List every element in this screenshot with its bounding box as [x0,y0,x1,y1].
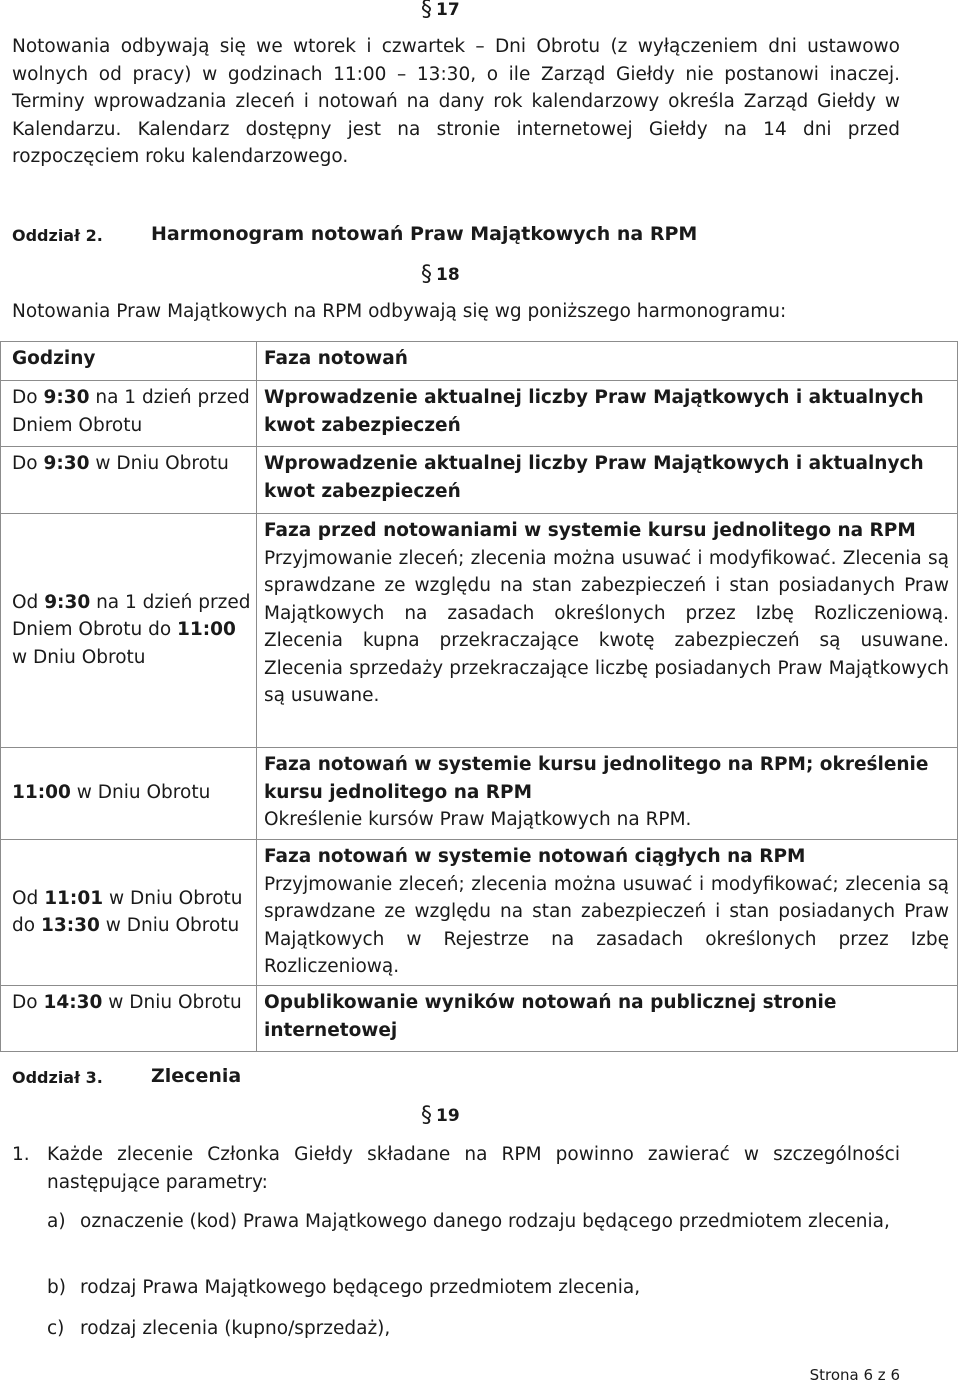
phase-title: Faza przed notowaniami w systemie kursu jednolitego na RPM [264,520,916,541]
list-item-text: rodzaj Prawa Majątkowego będącego przedmiotem zlecenia, [80,1277,641,1298]
table-row [1,986,958,1052]
table-row [1,748,958,840]
phase-title: Wprowadzenie aktualnej liczby Praw Majątkowych i aktualnych kwot zabezpieczeń [264,453,924,502]
phase-cell [257,447,958,514]
section-sign: § [421,0,432,22]
division-2-title: Harmonogram notowań Praw Majątkowych na RPM [151,223,698,245]
section-17-heading [421,0,460,20]
section-number: 17 [436,0,460,20]
list-item-letter: c) [47,1318,65,1339]
list-item [47,1274,900,1302]
list-item-letter: b) [47,1277,66,1298]
time-cell: Do 14:30 w Dniu Obrotu [1,986,257,1052]
page-number: Strona 6 z 6 [809,1366,900,1384]
schedule-table [0,341,958,1052]
time-cell: 11:00 w Dniu Obrotu [1,748,257,840]
table-row [1,447,958,514]
phase-description: Określenie kursów Praw Majątkowych na RPM. [264,809,692,830]
list-item [47,1315,900,1343]
phase-description: Przyjmowanie zleceń; zlecenia można usuwać i modyfikować; zlecenia są sprawdzane ze względu na stan zabezpieczeń i stan posiadanych Praw Majątkowych w Rejestrze na zasadach określonych przez Izbę Rozliczeniową. [264,873,949,977]
phase-title: Faza notowań w systemie notowań ciągłych na RPM [264,846,806,867]
section-sign: § [421,262,432,287]
time-cell: Od 9:30 na 1 dzień przed Dniem Obrotu do 11:00 w Dniu Obrotu [1,514,257,748]
table-row [1,381,958,447]
table-header-row [1,342,958,381]
section-17-paragraph: Notowania odbywają się we wtorek i czwartek – Dni Obrotu (z wyłączeniem dni ustawowo wolnych od pracy) w godzinach 11:00 – 13:30, o ile Zarząd Giełdy nie postanowi inaczej. Terminy wprowadzania zleceń i notowań na dany rok kalendarzowy określa Zarząd Giełdy w Kalendarzu. Kalendarz dostępny jest na stronie internetowej Giełdy na 14 dni przed rozpoczęciem roku kalendarzowego. [12,36,900,167]
section-18-heading [421,262,460,287]
time-cell: Od 11:01 w Dniu Obrotu do 13:30 w Dniu Obrotu [1,840,257,986]
division-3-title: Zlecenia [151,1065,242,1087]
phase-cell [257,381,958,447]
phase-cell [257,514,958,748]
section-sign: § [421,1103,432,1128]
table-row [1,514,958,748]
list-item-text: rodzaj zlecenia (kupno/sprzedaż), [80,1318,391,1339]
phase-title: Opublikowanie wyników notowań na publicznej stronie internetowej [264,992,837,1041]
list-item-letter: a) [47,1211,66,1232]
section-19-heading [421,1103,460,1128]
phase-cell [257,748,958,840]
division-3-label: Oddział 3. [12,1068,103,1087]
list-item-text: Każde zlecenie Członka Giełdy składane na RPM powinno zawierać w szczególności następujące parametry: [47,1144,900,1193]
list-item-text: oznaczenie (kod) Prawa Majątkowego danego rodzaju będącego przedmiotem zlecenia, [80,1211,890,1232]
phase-cell [257,840,958,986]
section-18-intro: Notowania Praw Majątkowych na RPM odbywają się wg poniższego harmonogramu: [12,301,787,322]
section-number: 19 [436,1106,460,1126]
phase-title: Wprowadzenie aktualnej liczby Praw Majątkowych i aktualnych kwot zabezpieczeń [264,387,924,436]
table-row [1,840,958,986]
list-item [47,1208,900,1236]
phase-description: Przyjmowanie zleceń; zlecenia można usuwać i modyfikować. Zlecenia są sprawdzane ze względu na stan zabezpieczeń i stan posiadanych Praw Majątkowych na zasadach określonych przez Izbę Rozliczeniową. Zlecenia kupna przekraczające kwotę zabezpieczeń są usuwane. Zlecenia sprzedaży przekraczające liczbę posiadanych Praw Majątkowych są usuwane. [264,547,949,706]
time-cell: Do 9:30 w Dniu Obrotu [1,447,257,514]
section-number: 18 [436,265,460,285]
list-item [12,1141,900,1196]
phase-title: Faza notowań w systemie kursu jednolitego na RPM; określenie kursu jednolitego na RPM [264,754,929,803]
time-cell: Do 9:30 na 1 dzień przed Dniem Obrotu [1,381,257,447]
list-item-number: 1. [12,1144,30,1165]
phase-cell [257,986,958,1052]
header-phase: Faza notowań [257,342,958,381]
division-2-label: Oddział 2. [12,226,103,245]
header-hours: Godziny [1,342,257,381]
